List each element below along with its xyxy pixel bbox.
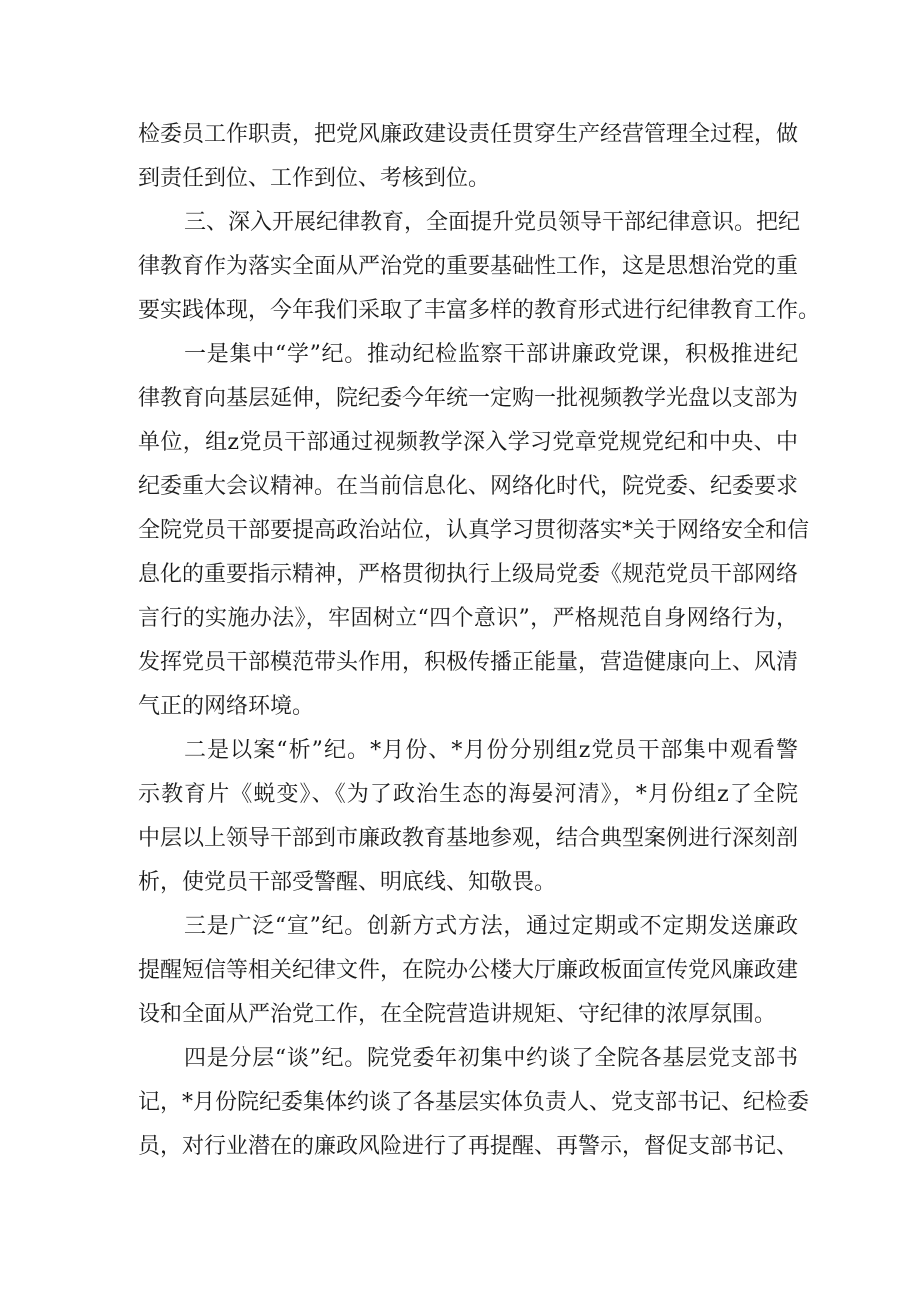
paragraph-line: 律教育作为落实全面从严治党的重要基础性工作，这是思想治党的重	[138, 254, 799, 279]
paragraph-line: 二是以案“析”纪。*月份、*月份分别组z党员干部集中观看警	[184, 738, 798, 763]
paragraph-line: 提醒短信等相关纪律文件，在院办公楼大厅廉政板面宣传党风廉政建	[138, 958, 799, 983]
paragraph-line: 全院党员干部要提高政治站位，认真学习贯彻落实*关于网络安全和信	[138, 518, 810, 543]
paragraph-line: 发挥党员干部模范带头作用，积极传播正能量，营造健康向上、风清	[138, 650, 799, 675]
paragraph-line: 气正的网络环境。	[138, 694, 315, 719]
paragraph-line: 纪委重大会议精神。在当前信息化、网络化时代，院党委、纪委要求	[138, 474, 799, 499]
paragraph-line: 律教育向基层延伸，院纪委今年统一定购一批视频教学光盘以支部为	[138, 386, 799, 411]
paragraph-line: 检委员工作职责，把党风廉政建设责任贯穿生产经营管理全过程，做	[138, 122, 799, 147]
section-heading-line: 三、深入开展纪律教育，全面提升党员领导干部纪律意识。把纪	[184, 210, 801, 235]
paragraph-line: 中层以上领导干部到市廉政教育基地参观，结合典型案例进行深刻剖	[138, 826, 799, 851]
paragraph-line: 记，*月份院纪委集体约谈了各基层实体负责人、党支部书记、纪检委	[138, 1090, 810, 1115]
paragraph-line: 单位，组z党员干部通过视频教学深入学习党章党规党纪和中央、中	[138, 430, 798, 455]
paragraph-line: 言行的实施办法》，牢固树立“四个意识”，严格规范自身网络行为，	[138, 606, 798, 631]
paragraph-line: 设和全面从严治党工作，在全院营造讲规矩、守纪律的浓厚氛围。	[138, 1002, 777, 1027]
paragraph-line: 一是集中“学”纪。推动纪检监察干部讲廉政党课，积极推进纪	[184, 342, 798, 367]
paragraph-line: 析，使党员干部受警醒、明底线、知敬畏。	[138, 870, 557, 895]
paragraph-line: 息化的重要指示精神，严格贯彻执行上级局党委《规范党员干部网络	[138, 562, 799, 587]
paragraph-line: 到责任到位、工作到位、考核到位。	[138, 166, 491, 191]
paragraph-line: 三是广泛“宣”纪。创新方式方法，通过定期或不定期发送廉政	[184, 914, 798, 939]
paragraph-line: 要实践体现，今年我们采取了丰富多样的教育形式进行纪律教育工作。	[138, 298, 821, 323]
paragraph-line: 示教育片《蜕变》、《为了政治生态的海晏河清》，*月份组z了全院	[138, 782, 798, 807]
paragraph-line: 员，对行业潜在的廉政风险进行了再提醒、再警示，督促支部书记、	[138, 1134, 799, 1159]
paragraph-line: 四是分层“谈”纪。院党委年初集中约谈了全院各基层党支部书	[184, 1046, 798, 1071]
